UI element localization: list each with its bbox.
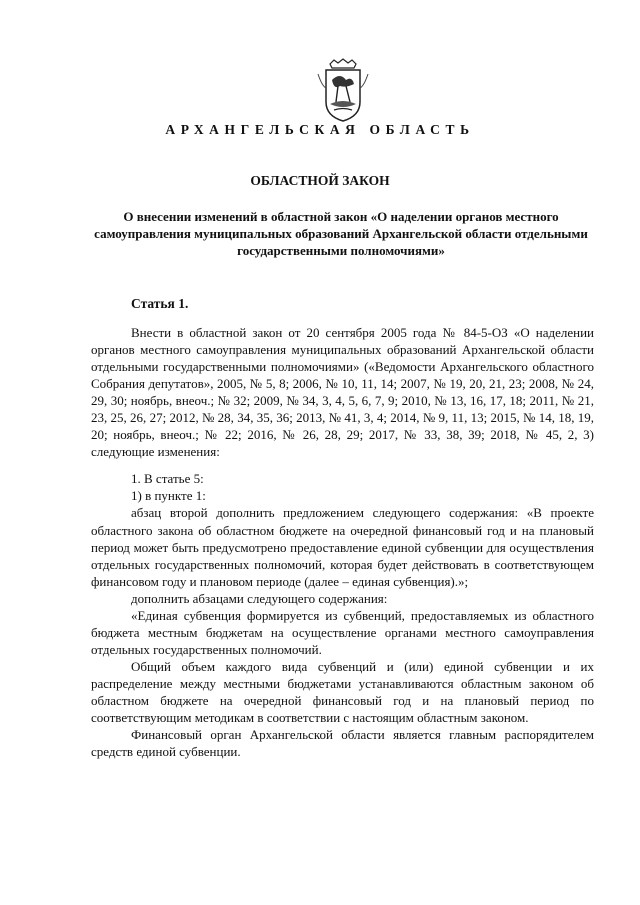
law-subtitle: О внесении изменений в областной закон «О наделении органов местного самоуправления муниципальных образований Архангельской области отдельными государственными полномочиями» <box>94 209 588 258</box>
paragraph-item: 1) в пункте 1: <box>131 488 206 504</box>
law-body <box>91 324 594 760</box>
paragraph-item: Общий объем каждого вида субвенций и (или) единой субвенции и их распределение между местными бюджетами устанавливаются областным законом об областном бюджете на очередной финансовый год и на плановый период по соответствующим методикам в соответствии с настоящим областным законом. <box>91 658 594 726</box>
paragraph-item: 1. В статье 5: <box>131 471 204 487</box>
paragraph-intro: Внести в областной закон от 20 сентября 2005 года № 84-5-ОЗ «О наделении органов местного самоуправления муниципальных образований Архангельской области отдельными государственными полномочиями» («Ведомости Архангельского областного Собрания депутатов», 2005, № 5, 8; 2006, № 10, 11, 14; 2007, № 19, 20, 21, 23; 2008, № 24, 29, 30; ноябрь, внеоч.; № 32; 2009, № 34, 3, 4, 5, 6, 7, 9; 2010, № 13, 16, 17, 18; 2011, № 21, 23, 25, 26, 27; 2012, № 28, 34, 35, 36; 2013, № 41, 3, 4; 2014, № 9, 11, 13; 2015, № 14, 18, 19, 20; ноябрь, внеоч.; № 22; 2016, № 26, 28, 29; 2017, № 33, 38, 39; 2018, № 45, 2, 3) следующие изменения: <box>91 325 594 460</box>
paragraph-item: абзац второй дополнить предложением следующего содержания: «В проекте областного закона об областном бюджете на очередной финансовый год и на плановый период может быть предусмотрено предоставление единой субвенции для осуществления отдельных государственных полномочий, которая будет действовать в соответствующем финансовом году и плановом периоде (далее – единая субвенция).»; <box>91 505 594 589</box>
coat-of-arms-icon <box>316 58 370 124</box>
paragraph-item: «Единая субвенция формируется из субвенций, предоставляемых из областного бюджета местным бюджетам на осуществление органами местного самоуправления отдельных государственных полномочий. <box>91 607 594 657</box>
law-title: ОБЛАСТНОЙ ЗАКОН <box>250 173 390 188</box>
article-heading: Статья 1. <box>131 296 189 311</box>
paragraph-item: дополнить абзацами следующего содержания: <box>131 590 388 606</box>
paragraph-item: Финансовый орган Архангельской области является главным распорядителем средств единой субвенции. <box>91 727 594 760</box>
region-heading: АРХАНГЕЛЬСКАЯ ОБЛАСТЬ <box>165 122 475 137</box>
